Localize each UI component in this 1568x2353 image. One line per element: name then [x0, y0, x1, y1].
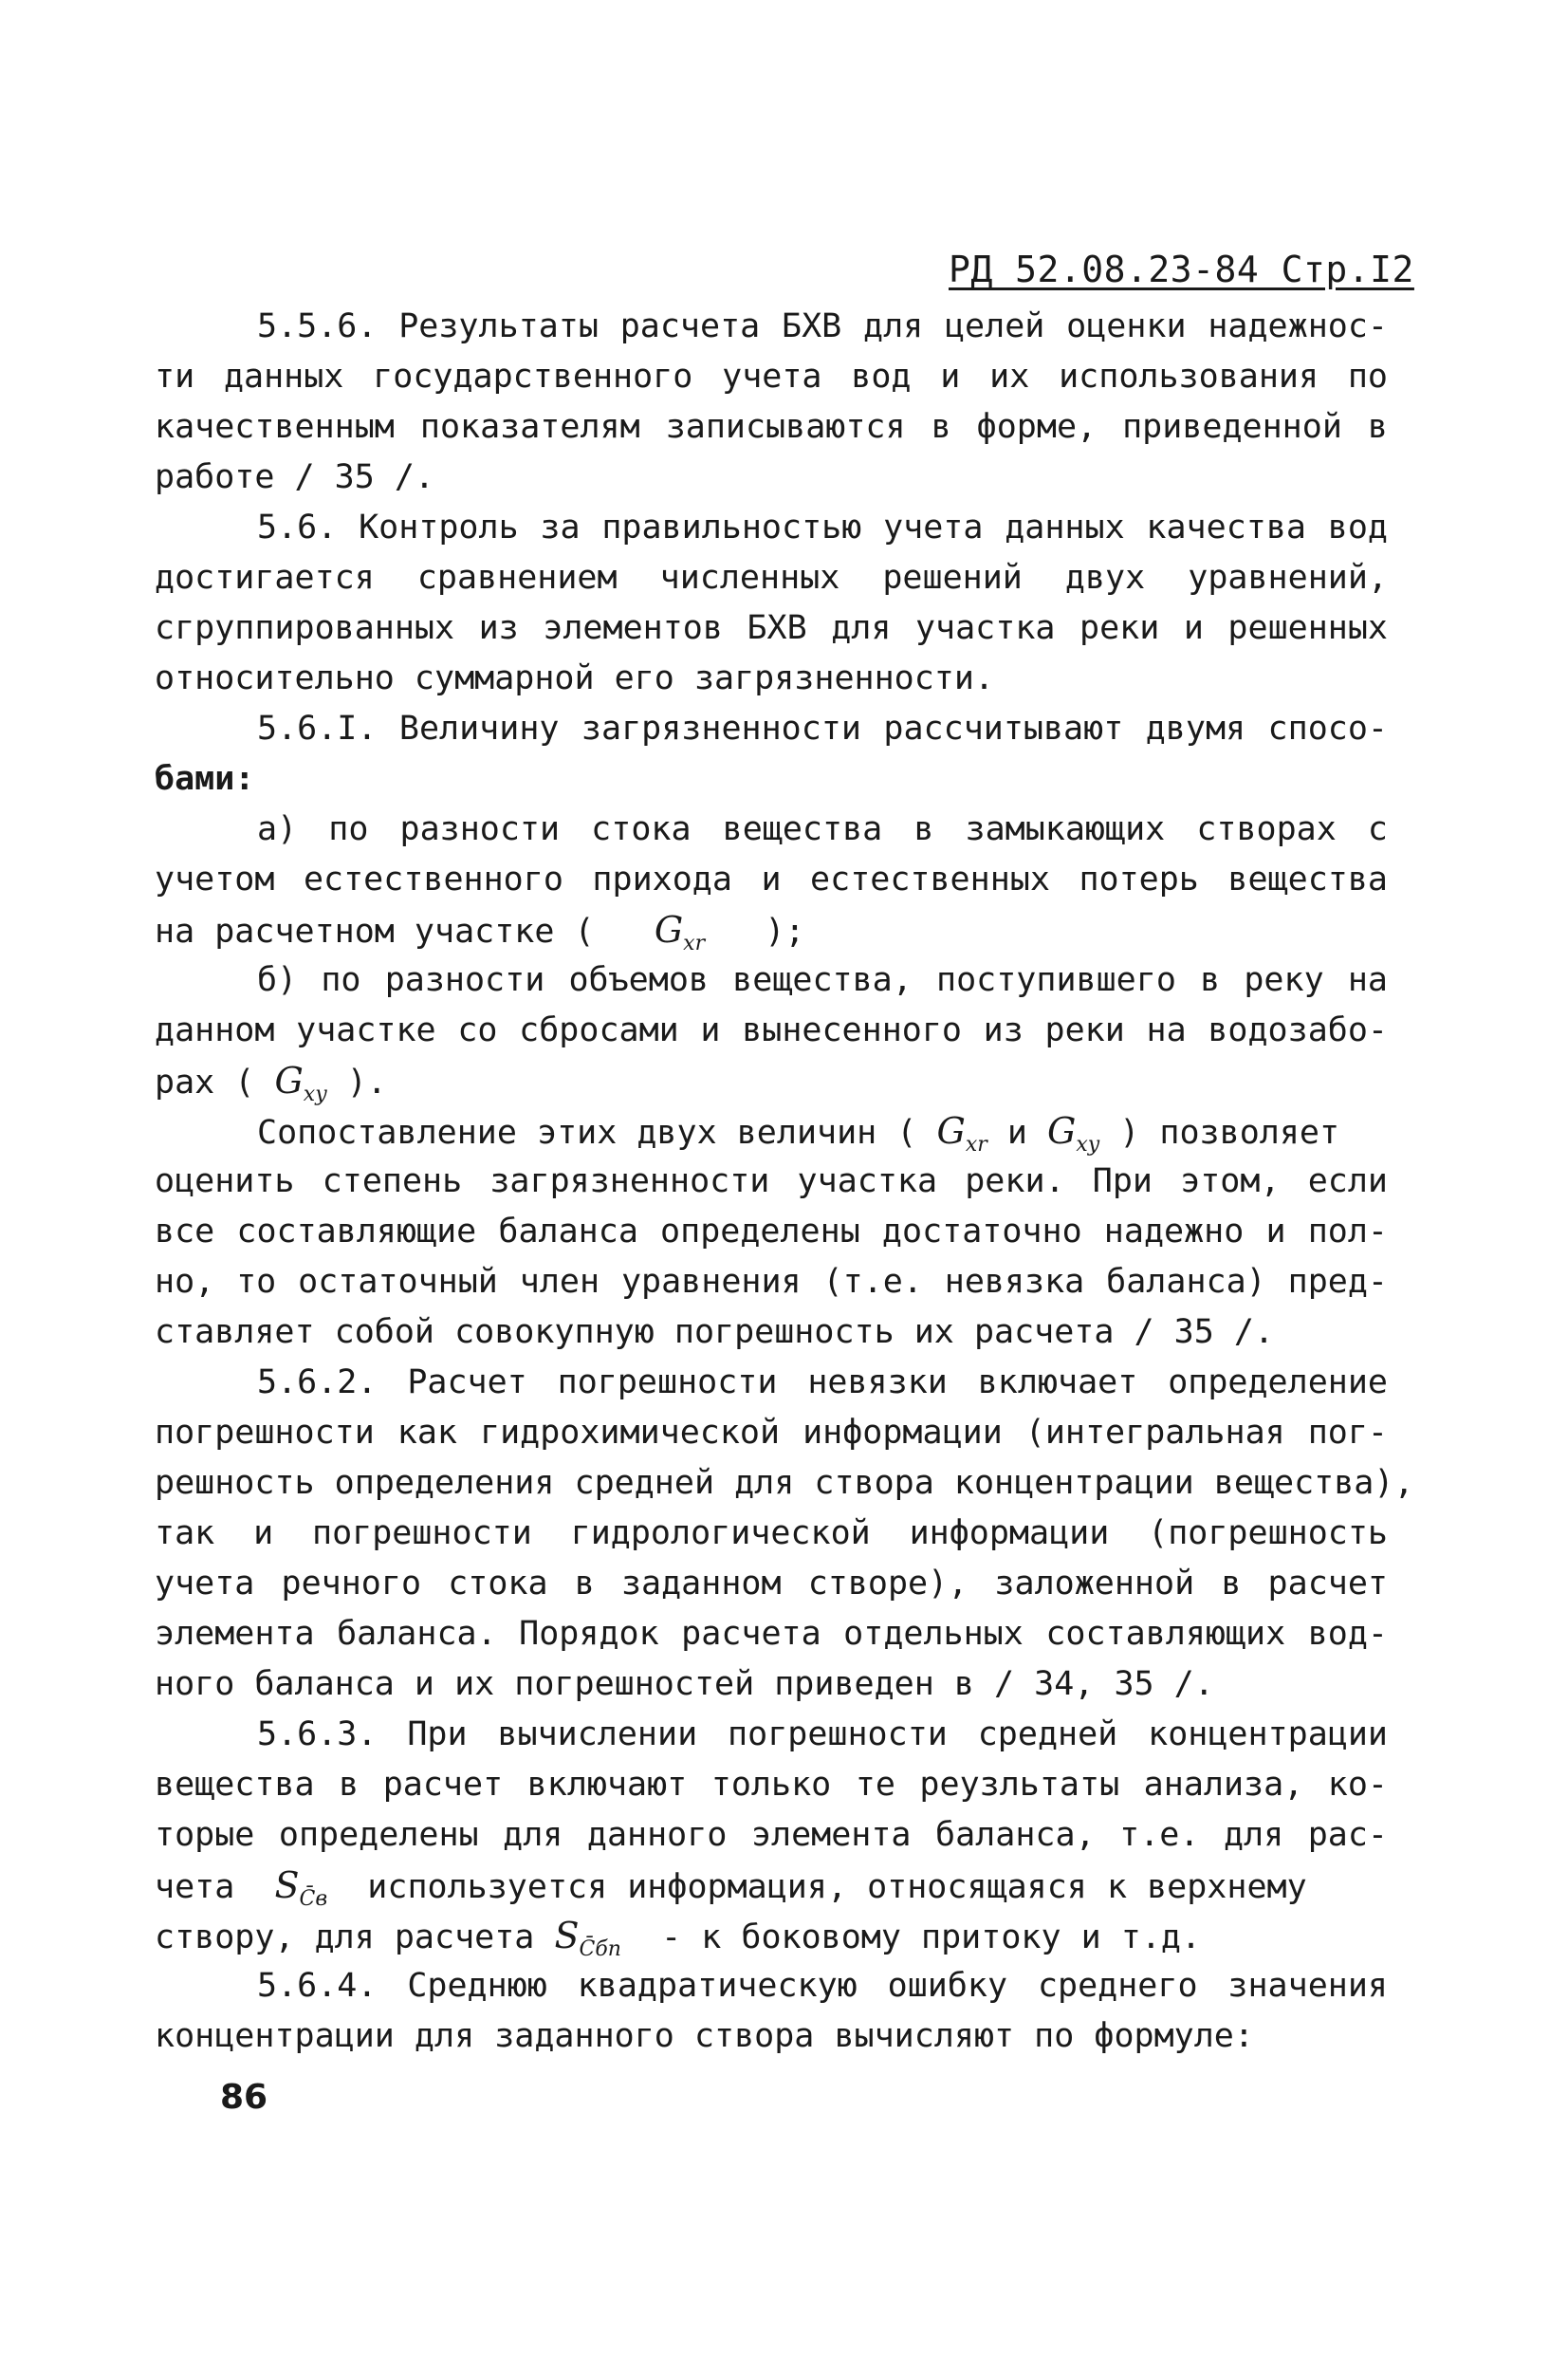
- paragraph-line-with-symbol: [155, 1056, 1388, 1106]
- text-segment: );: [765, 913, 805, 951]
- paragraph-line: но, то остаточный член уравнения (т.е. невязка баланса) пред-: [155, 1263, 1388, 1301]
- paragraph-line-with-symbol: [155, 1106, 1388, 1157]
- paragraph-line: 5.6.3. При вычислении погрешности средней концентрации: [257, 1715, 1388, 1753]
- paragraph-line: элемента баланса. Порядок расчета отдельных составляющих вод-: [155, 1615, 1388, 1653]
- text-segment: Сопоставление этих двух величин (: [257, 1114, 917, 1152]
- paragraph-line: 5.6.4. Среднюю квадратическую ошибку среднего значения: [257, 1967, 1388, 2005]
- symbol-G: G: [274, 1060, 304, 1102]
- symbol-S: S: [554, 1915, 580, 1956]
- paragraph-line: данном участке со сбросами и вынесенного из реки на водозабо-: [155, 1011, 1388, 1049]
- text-segment: чета: [155, 1868, 235, 1906]
- text-segment: - к боковому притоку и т.д.: [661, 1918, 1202, 1956]
- paragraph-line: решность определения средней для створа концентрации вещества),: [155, 1464, 1414, 1502]
- paragraph-line: оценить степень загрязненности участка реки. При этом, если: [155, 1162, 1388, 1200]
- paragraph-line-with-symbol: [155, 905, 1388, 955]
- subscript-xy: xy: [1076, 1133, 1100, 1157]
- paragraph-line: бами:: [155, 760, 255, 798]
- paragraph-line-with-symbol: [155, 1911, 1388, 1961]
- text-segment: ) позволяет: [1119, 1114, 1340, 1152]
- subscript-c-bp: C̄бп: [579, 1937, 621, 1961]
- symbol-G: G: [654, 909, 684, 951]
- text-segment: створу, для расчета: [155, 1918, 535, 1956]
- paragraph-line: сгруппированных из элементов БХВ для участка реки и решенных: [155, 609, 1388, 647]
- paragraph-line: а) по разности стока вещества в замыкающих створах с: [257, 810, 1388, 848]
- subscript-xr: xr: [965, 1133, 987, 1157]
- symbol-G: G: [1046, 1110, 1077, 1152]
- paragraph-line: так и погрешности гидрологической информации (погрешность: [155, 1514, 1388, 1552]
- paragraph-line: ставляет собой совокупную погрешность их расчета / 35 /.: [155, 1313, 1275, 1351]
- paragraph-line: достигается сравнением численных решений двух уравнений,: [155, 559, 1388, 597]
- page-header: РД 52.08.23-84 Стр.I2: [949, 249, 1414, 290]
- subscript-xy: xy: [303, 1083, 327, 1106]
- paragraph-line: 5.6.2. Расчет погрешности невязки включает определение: [257, 1363, 1388, 1401]
- paragraph-line: ного баланса и их погрешностей приведен в / 34, 35 /.: [155, 1665, 1214, 1703]
- paragraph-line: б) по разности объемов вещества, поступившего в реку на: [257, 961, 1388, 999]
- subscript-xr: xr: [683, 932, 706, 955]
- paragraph-line: концентрации для заданного створа вычисляют по формуле:: [155, 2017, 1254, 2055]
- paragraph-line: учета речного стока в заданном створе), заложенной в расчет: [155, 1565, 1388, 1603]
- subscript-c-v: C̄в: [299, 1887, 328, 1911]
- paragraph-line: 5.5.6. Результаты расчета БХВ для целей оценки надежнос-: [257, 307, 1388, 345]
- page-number: 86: [220, 2078, 268, 2117]
- symbol-S: S: [274, 1864, 300, 1906]
- paragraph-line: погрешности как гидрохимической информации (интегральная пог-: [155, 1414, 1388, 1452]
- paragraph-line: учетом естественного прихода и естественных потерь вещества: [155, 861, 1388, 899]
- paragraph-line: качественным показателям записываются в форме, приведенной в: [155, 408, 1388, 446]
- paragraph-line: относительно суммарной его загрязненности.: [155, 659, 995, 697]
- paragraph-line: все составляющие баланса определены достаточно надежно и пол-: [155, 1213, 1388, 1251]
- paragraph-line: 5.6.I. Величину загрязненности рассчитывают двумя спосо-: [257, 710, 1388, 748]
- paragraph-line: торые определены для данного элемента баланса, т.е. для рас-: [155, 1816, 1388, 1854]
- paragraph-line: вещества в расчет включают только те реузльтаты анализа, ко-: [155, 1766, 1388, 1804]
- text-segment: и: [1006, 1114, 1027, 1152]
- text-segment: ).: [346, 1064, 387, 1102]
- text-segment: на расчетном участке (: [155, 913, 595, 951]
- paragraph-line: ти данных государственного учета вод и их использования по: [155, 358, 1388, 396]
- paragraph-line-with-symbol: [155, 1861, 1388, 1911]
- document-body: [155, 302, 1414, 2062]
- paragraph-line: 5.6. Контроль за правильностью учета данных качества вод: [257, 509, 1388, 547]
- text-segment: используется информация, относящаяся к верхнему: [367, 1868, 1307, 1906]
- text-segment: рах (: [155, 1064, 255, 1102]
- symbol-G: G: [936, 1110, 966, 1152]
- paragraph-line: работе / 35 /.: [155, 458, 435, 496]
